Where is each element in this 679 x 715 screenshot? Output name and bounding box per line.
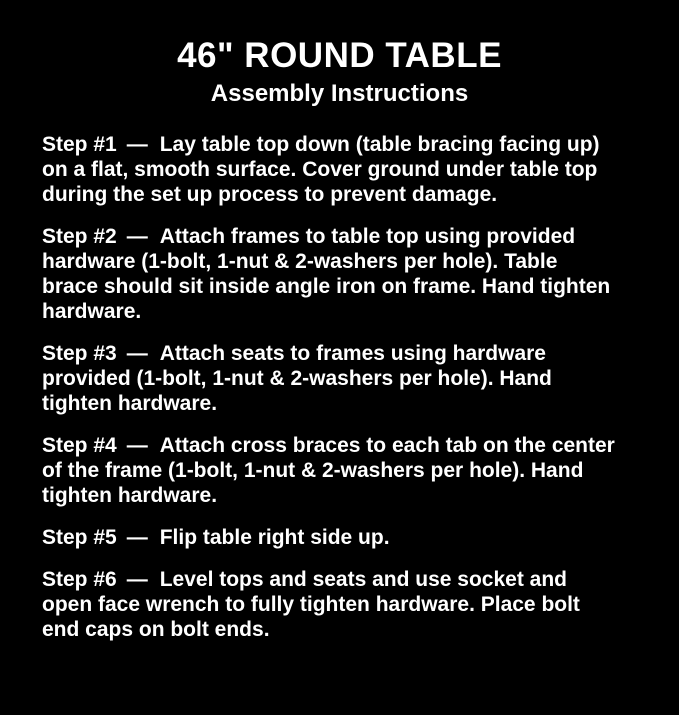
step-line: provided (1-bolt, 1-nut & 2-washers per hole). Hand (42, 367, 552, 390)
step-6-label: Step #6 (42, 568, 117, 591)
step-line: tighten hardware. (42, 484, 218, 507)
step-line: hardware. (42, 300, 142, 323)
step-2-label: Step #2 (42, 225, 117, 248)
step-4 (42, 433, 651, 508)
em-dash: — (126, 342, 148, 365)
em-dash: — (126, 133, 148, 156)
step-3-label: Step #3 (42, 342, 117, 365)
step-1 (42, 132, 651, 207)
step-2 (42, 224, 651, 324)
step-line (42, 224, 651, 249)
step-line (42, 525, 651, 550)
step-6-text: Level tops and seats and use socket and (159, 568, 568, 591)
step-5-text: Flip table right side up. (159, 526, 390, 549)
instruction-sheet (0, 36, 679, 715)
step-line: on a flat, smooth surface. Cover ground under table top (42, 158, 598, 181)
steps-list (0, 132, 679, 642)
em-dash: — (126, 225, 148, 248)
step-6 (42, 567, 651, 642)
em-dash: — (126, 526, 148, 549)
step-line (42, 341, 651, 366)
step-line: hardware (1-bolt, 1-nut & 2-washers per hole). Table (42, 250, 558, 273)
step-line: during the set up process to prevent damage. (42, 183, 498, 206)
step-line: open face wrench to fully tighten hardware. Place bolt (42, 593, 580, 616)
step-line: brace should sit inside angle iron on frame. Hand tighten (42, 275, 611, 298)
step-3-text: Attach seats to frames using hardware (159, 342, 546, 365)
step-3 (42, 341, 651, 416)
step-line: end caps on bolt ends. (42, 618, 270, 641)
page-subtitle: Assembly Instructions (210, 80, 469, 107)
step-line (42, 132, 651, 157)
page-title: 46" ROUND TABLE (177, 36, 502, 75)
step-4-text: Attach cross braces to each tab on the center (159, 434, 615, 457)
em-dash: — (126, 568, 148, 591)
em-dash: — (126, 434, 148, 457)
step-1-text: Lay table top down (table bracing facing up) (159, 133, 600, 156)
step-2-text: Attach frames to table top using provided (159, 225, 576, 248)
step-5 (42, 525, 651, 550)
step-5-label: Step #5 (42, 526, 117, 549)
step-line: of the frame (1-bolt, 1-nut & 2-washers per hole). Hand (42, 459, 584, 482)
step-line (42, 567, 651, 592)
step-4-label: Step #4 (42, 434, 117, 457)
step-line (42, 433, 651, 458)
step-line: tighten hardware. (42, 392, 218, 415)
step-1-label: Step #1 (42, 133, 117, 156)
